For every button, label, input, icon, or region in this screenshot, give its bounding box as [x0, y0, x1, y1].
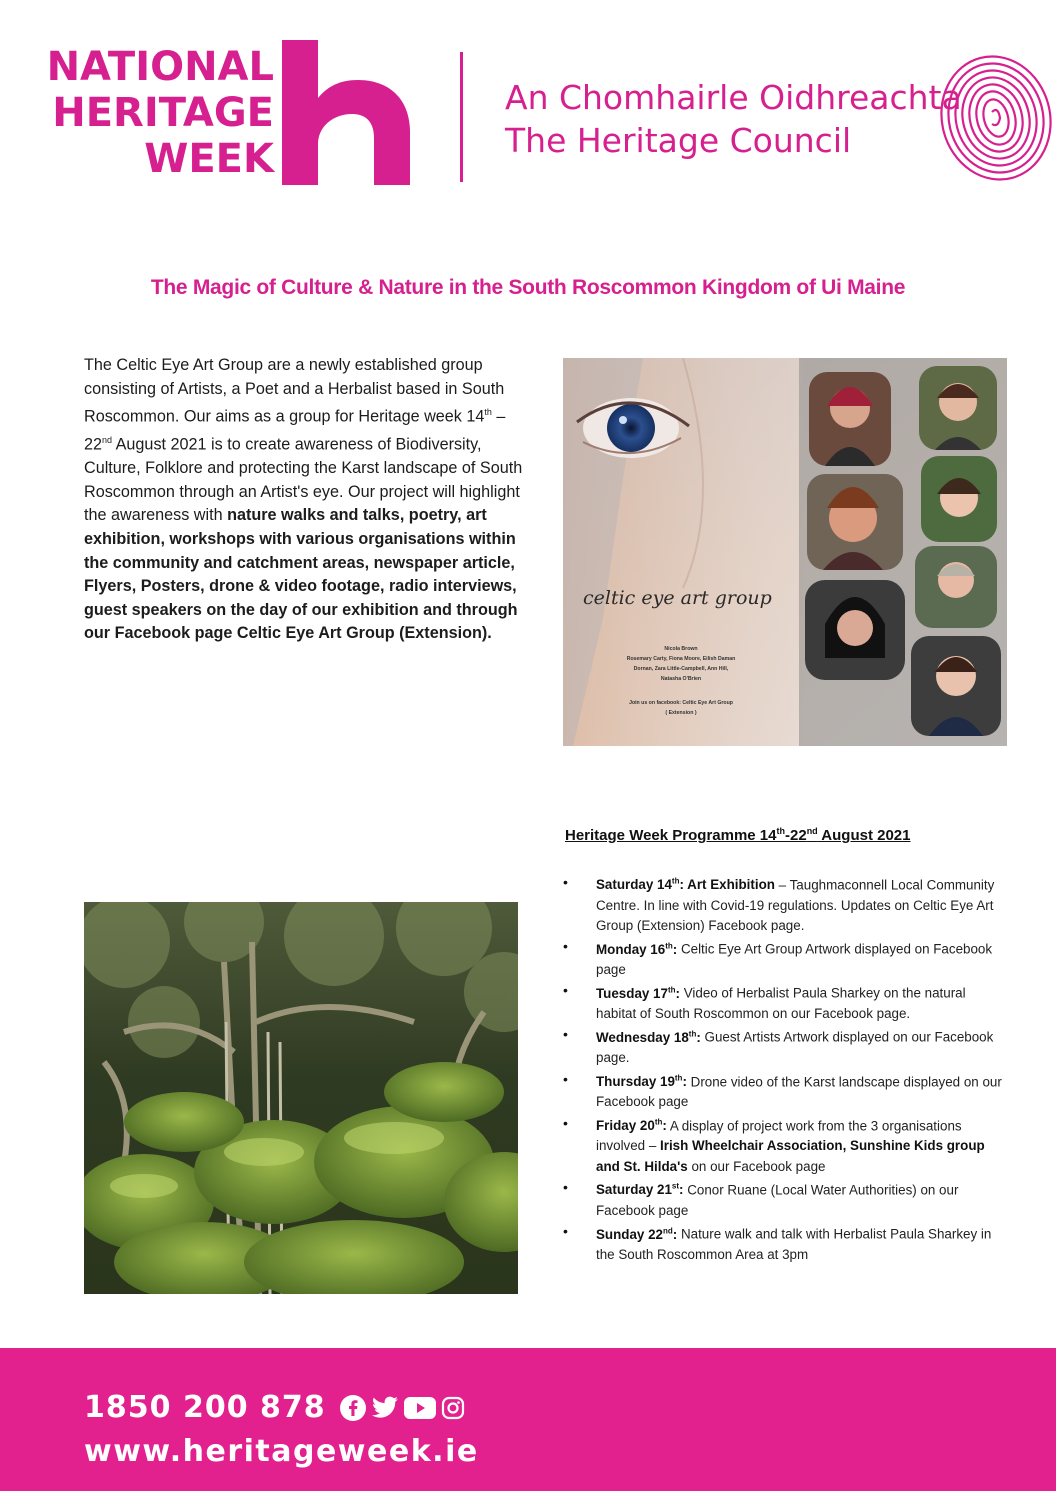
day-label: Saturday 21: [596, 1182, 672, 1198]
programme-item: [563, 1221, 1003, 1265]
day-event: :: [662, 1118, 667, 1134]
day-label: Friday 20: [596, 1118, 655, 1134]
intro-bold-activities: nature walks and talks, poetry, art exhibition, workshops with various organisations within the community and catchment areas, newspaper article, Flyers, Posters, drone & video footage, radio interviews, guest speakers on the day of our exhibition and through our Facebook page Celtic Eye Art Group (Extension).: [84, 506, 518, 643]
logo-line-1: NATIONAL: [46, 44, 274, 90]
programme-title: [565, 826, 911, 844]
day-sup: th: [671, 877, 680, 886]
day-sup: th: [674, 1073, 683, 1083]
day-event: :: [682, 1074, 687, 1090]
art-small-text-4: Natasha O'Brien: [660, 676, 702, 682]
facebook-icon[interactable]: [340, 1395, 366, 1421]
programme-item: [563, 872, 1003, 936]
day-event: :: [675, 985, 680, 1001]
day-event: :: [679, 1182, 684, 1198]
programme-day: [596, 986, 680, 1001]
day-label: Monday 16: [596, 941, 666, 957]
logo-line-2: HERITAGE: [52, 90, 274, 136]
contact-row: [84, 1390, 465, 1425]
programme-item: [563, 1069, 1003, 1113]
art-small-text-5: Join us on facebook: Celtic Eye Art Group: [629, 700, 733, 706]
header: [0, 0, 1056, 215]
forest-graphic: [84, 902, 518, 1294]
programme-title-sup2: nd: [806, 826, 818, 836]
instagram-icon[interactable]: [441, 1396, 465, 1420]
day-sup: th: [654, 1117, 663, 1127]
programme-item: [563, 1177, 1003, 1221]
programme-day: [596, 1074, 687, 1089]
intro-text-mid: – 22: [84, 407, 506, 454]
day-event: :: [672, 1226, 678, 1242]
programme-item: [563, 1024, 1003, 1068]
fingerprint-icon: [936, 52, 1052, 184]
intro-text-1: The Celtic Eye Art Group are a newly established group consisting of Artists, a Poet and a Herbalist based in South Roscommon. Our aims as a group for Heritage week 14: [84, 356, 505, 426]
website-link[interactable]: www.heritageweek.ie: [84, 1434, 479, 1469]
programme-title-a: Heritage Week Programme 14: [565, 827, 777, 844]
logo-line-3: WEEK: [144, 136, 274, 182]
youtube-icon[interactable]: [404, 1396, 436, 1420]
art-poster-graphic: [563, 358, 1007, 746]
council-name-irish: An Chomhairle Oidhreachta: [505, 78, 962, 117]
item-text: Conor Ruane (Local Water Authorities) on our Facebook page: [596, 1182, 959, 1218]
programme-item: [563, 936, 1003, 980]
day-label: Wednesday 18: [596, 1029, 689, 1045]
item-text: Guest Artists Artwork displayed on our Facebook page.: [596, 1029, 994, 1066]
programme-day: [596, 942, 677, 957]
programme-day: [596, 1227, 677, 1242]
art-small-text-2: Rosemary Carty, Fiona Moore, Eilish Daman: [626, 656, 736, 662]
day-sup: th: [665, 941, 673, 951]
intro-text-2: August 2021 is to create awareness of Biodiversity, Culture, Folklore and protecting the Karst landscape of South Roscommon through an Artist's eye. Our project will highlight the awareness with: [84, 435, 523, 525]
intro-sup-2: nd: [102, 435, 113, 446]
item-text: Video of Herbalist Paula Sharkey on the natural habitat of South Roscommon on our Facebook page.: [596, 985, 966, 1022]
heritage-council-name: [505, 76, 962, 162]
day-sup: th: [688, 1029, 697, 1039]
item-text: Drone video of the Karst landscape displayed on our Facebook page: [596, 1074, 1002, 1110]
programme-day: [596, 1030, 701, 1045]
intro-sup-1: th: [484, 407, 492, 418]
day-sup: st: [671, 1181, 680, 1191]
item-text: A display of project work from the 3 organisations involved –: [596, 1118, 962, 1154]
day-label: Sunday 22: [596, 1226, 663, 1242]
council-name-english: The Heritage Council: [505, 121, 852, 160]
programme-list: [563, 872, 1003, 1265]
day-label: Tuesday 17: [596, 985, 668, 1001]
programme-day: [596, 877, 775, 892]
footer-banner: [0, 1348, 1056, 1491]
header-divider: [460, 52, 463, 182]
day-sup: nd: [662, 1226, 673, 1236]
programme-item: [563, 980, 1003, 1024]
twitter-icon[interactable]: [371, 1396, 399, 1420]
national-heritage-week-logo-text: [14, 44, 274, 182]
organisations-list: Irish Wheelchair Association, Sunshine Kids group and St. Hilda's: [596, 1138, 985, 1174]
day-event: :: [672, 941, 678, 957]
item-text: – Taughmaconnell Local Community Centre. In line with Covid-19 regulations. Updates on Celtic Eye Art Group (Extension) Facebook page.: [596, 877, 995, 934]
item-text: Celtic Eye Art Group Artwork displayed on Facebook page: [596, 941, 993, 978]
celtic-eye-art-group-poster: [563, 358, 1007, 746]
programme-day: [596, 1182, 684, 1197]
item-text-after: on our Facebook page: [687, 1158, 826, 1174]
day-label: Saturday 14: [596, 877, 672, 893]
art-small-text-1: Nicola Brown: [664, 646, 698, 652]
art-small-text-6: ( Extension ): [665, 710, 697, 716]
day-sup: th: [667, 985, 676, 995]
programme-title-b: -22: [785, 827, 807, 844]
heritage-h-logo: [282, 40, 412, 185]
day-event: :: [696, 1029, 701, 1045]
intro-paragraph: [84, 354, 524, 646]
day-event: : Art Exhibition: [679, 877, 775, 893]
programme-title-sup1: th: [776, 826, 785, 836]
social-icons: [340, 1395, 465, 1421]
art-caption: celtic eye art group: [583, 587, 772, 609]
programme-title-c: August 2021: [817, 827, 911, 844]
art-small-text-3: Dornan, Zara Little-Campbell, Ann Hill,: [633, 666, 729, 672]
page-title: The Magic of Culture & Nature in the South Roscommon Kingdom of Ui Maine: [150, 276, 906, 299]
phone-number[interactable]: 1850 200 878: [84, 1390, 326, 1425]
programme-day: [596, 1118, 667, 1133]
day-label: Thursday 19: [596, 1074, 675, 1090]
programme-item: [563, 1113, 1003, 1177]
karst-forest-photo: [84, 902, 518, 1294]
item-text: Nature walk and talk with Herbalist Paula Sharkey in the South Roscommon Area at 3pm: [596, 1226, 992, 1262]
